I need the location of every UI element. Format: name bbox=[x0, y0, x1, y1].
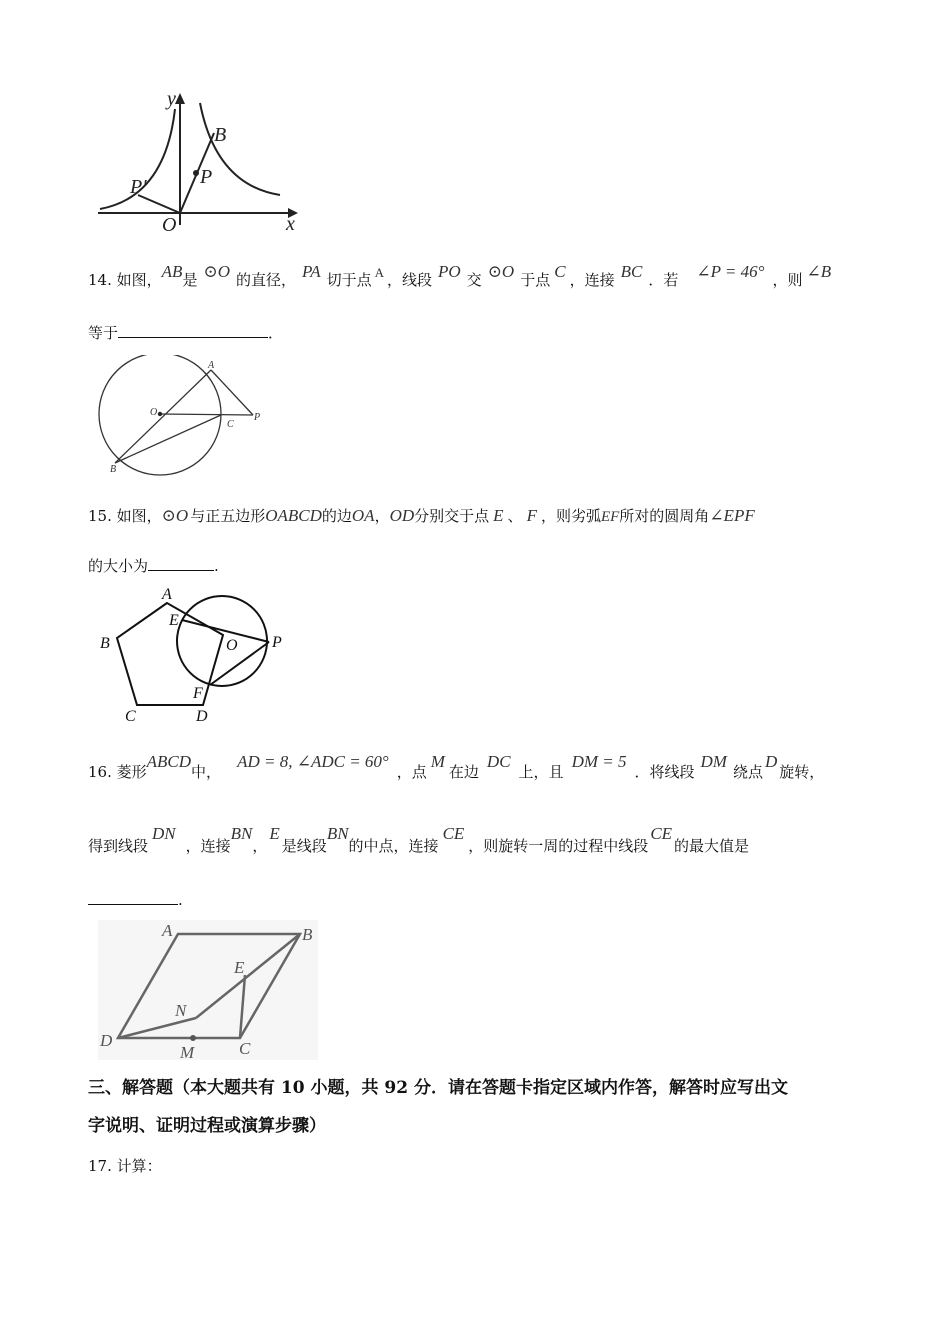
text: ，线段 bbox=[386, 271, 432, 289]
text: ，连接 bbox=[185, 837, 231, 855]
text: 得到线段 bbox=[88, 837, 149, 855]
text: 、 bbox=[507, 507, 523, 525]
math: A bbox=[374, 265, 384, 280]
label-y: y bbox=[167, 88, 176, 110]
label-d: D bbox=[196, 708, 208, 725]
text: ，则 bbox=[772, 271, 803, 289]
math: OA bbox=[351, 506, 375, 525]
math: CE bbox=[442, 824, 465, 843]
text: 是 bbox=[182, 271, 198, 289]
answer-blank[interactable] bbox=[88, 890, 178, 905]
text: 旋转， bbox=[779, 763, 825, 781]
figure-rhombus bbox=[98, 920, 318, 1060]
label-f: F bbox=[193, 685, 203, 702]
math: PA bbox=[302, 262, 321, 281]
section-3-heading-line-2: 字说明、证明过程或演算步骤） bbox=[88, 1116, 326, 1136]
math: ∠B bbox=[806, 262, 832, 281]
text: 分别交于点 bbox=[414, 507, 490, 525]
math: D bbox=[764, 752, 778, 771]
math: E bbox=[269, 824, 280, 843]
answer-blank[interactable] bbox=[148, 556, 214, 571]
question-number: 17. bbox=[88, 1157, 112, 1175]
math: DM bbox=[700, 752, 727, 771]
text: ， bbox=[252, 837, 268, 855]
text: 的最大值是 bbox=[674, 837, 750, 855]
math: BC bbox=[620, 262, 643, 281]
math: M bbox=[430, 752, 445, 771]
math: ⊙O bbox=[203, 262, 230, 281]
text: 如图， bbox=[116, 271, 162, 289]
math: ∠EPF bbox=[709, 506, 755, 525]
math: F bbox=[526, 506, 537, 525]
text: 交 bbox=[466, 271, 482, 289]
label-e: E bbox=[234, 958, 245, 977]
math: BN bbox=[230, 824, 253, 843]
text: 所对的圆周角 bbox=[619, 507, 710, 525]
point-p bbox=[193, 170, 199, 176]
math: ⊙O bbox=[161, 506, 189, 525]
question-number: 15. bbox=[88, 507, 112, 525]
question-15-line-2 bbox=[88, 556, 219, 576]
label-d: D bbox=[100, 1031, 113, 1050]
question-16-line-3 bbox=[88, 890, 183, 910]
figure-pentagon-circle bbox=[95, 585, 300, 725]
label-b: B bbox=[110, 464, 117, 475]
text: . bbox=[178, 891, 183, 909]
label-p: P bbox=[272, 634, 282, 651]
label-p-prime: P′ bbox=[130, 176, 147, 198]
text: 如图， bbox=[116, 507, 162, 525]
text: 是线段 bbox=[281, 837, 327, 855]
label-b: B bbox=[214, 124, 227, 146]
label-c: C bbox=[239, 1039, 251, 1058]
text: ，连接 bbox=[569, 271, 615, 289]
figure-hyperbola bbox=[90, 85, 320, 235]
label-x: x bbox=[286, 213, 295, 235]
question-text: 计算： bbox=[116, 1157, 162, 1175]
math: CE bbox=[650, 824, 673, 843]
label-e: E bbox=[169, 612, 179, 629]
math: DN bbox=[152, 824, 176, 843]
text: 与正五边形 bbox=[190, 507, 266, 525]
label-o: O bbox=[162, 214, 177, 235]
text: ，点 bbox=[396, 763, 427, 781]
label-p: P bbox=[254, 412, 261, 423]
math: ⊙O bbox=[487, 262, 515, 281]
math: EF bbox=[600, 509, 620, 525]
label-a: A bbox=[162, 586, 172, 603]
point-m bbox=[190, 1035, 196, 1041]
text: ． bbox=[268, 324, 284, 342]
math: ∠P = 46° bbox=[696, 262, 765, 281]
question-number: 14. bbox=[88, 271, 112, 289]
label-a: A bbox=[162, 921, 173, 940]
question-16-line-2 bbox=[88, 824, 750, 856]
math: AD = 8, ∠ADC = 60° bbox=[237, 752, 389, 771]
text: 的边 bbox=[321, 507, 352, 525]
label-b: B bbox=[302, 925, 313, 944]
question-14-line-2 bbox=[88, 323, 283, 343]
text: ，则旋转一周的过程中线段 bbox=[468, 837, 649, 855]
question-16-line-1 bbox=[88, 752, 825, 782]
label-c: C bbox=[227, 419, 234, 430]
text: ．将线段 bbox=[634, 763, 695, 781]
label-b: B bbox=[100, 635, 110, 652]
text: . bbox=[214, 557, 219, 575]
math: DC bbox=[486, 752, 511, 771]
label-c: C bbox=[125, 708, 136, 725]
text: 切于点 bbox=[326, 271, 372, 289]
math: BN bbox=[326, 824, 349, 843]
label-a: A bbox=[208, 360, 215, 371]
text: ，则劣弧 bbox=[540, 507, 601, 525]
text: 绕点 bbox=[732, 763, 763, 781]
label-n: N bbox=[175, 1001, 187, 1020]
question-number: 16. bbox=[88, 763, 112, 781]
text: 的中点，连接 bbox=[348, 837, 439, 855]
math: ABCD bbox=[146, 752, 192, 771]
label-o: O bbox=[150, 407, 158, 418]
label-p: P bbox=[200, 166, 213, 188]
math: OABCD bbox=[265, 506, 322, 525]
text: 的大小为 bbox=[88, 557, 149, 575]
math: OD bbox=[389, 506, 415, 525]
label-o: O bbox=[226, 637, 238, 654]
label-m: M bbox=[180, 1043, 195, 1060]
question-15-line-1 bbox=[88, 506, 755, 527]
question-17 bbox=[88, 1156, 162, 1176]
math: E bbox=[493, 506, 504, 525]
text: 在边 bbox=[448, 763, 479, 781]
diameter-ab bbox=[115, 370, 211, 463]
section-3-heading-line-1: 三、解答题（本大题共有 10 小题，共 92 分．请在答题卡指定区域内作答，解答时应写出文 bbox=[88, 1078, 788, 1098]
text: ， bbox=[374, 507, 390, 525]
answer-blank[interactable] bbox=[118, 323, 268, 338]
segment-po bbox=[160, 414, 253, 415]
text: 于点 bbox=[520, 271, 551, 289]
figure-circle-tangent bbox=[95, 355, 275, 477]
text: 的直径， bbox=[235, 271, 296, 289]
text: 上，且 bbox=[518, 763, 564, 781]
text: 菱形 bbox=[116, 763, 147, 781]
center-o bbox=[158, 412, 162, 416]
math: PO bbox=[438, 262, 461, 281]
text: 中， bbox=[191, 763, 222, 781]
math: C bbox=[554, 262, 566, 281]
text: ．若 bbox=[648, 271, 679, 289]
math: AB bbox=[161, 262, 183, 281]
math: DM = 5 bbox=[571, 752, 627, 771]
question-14-line-1 bbox=[88, 262, 832, 291]
text: 等于 bbox=[88, 324, 119, 342]
